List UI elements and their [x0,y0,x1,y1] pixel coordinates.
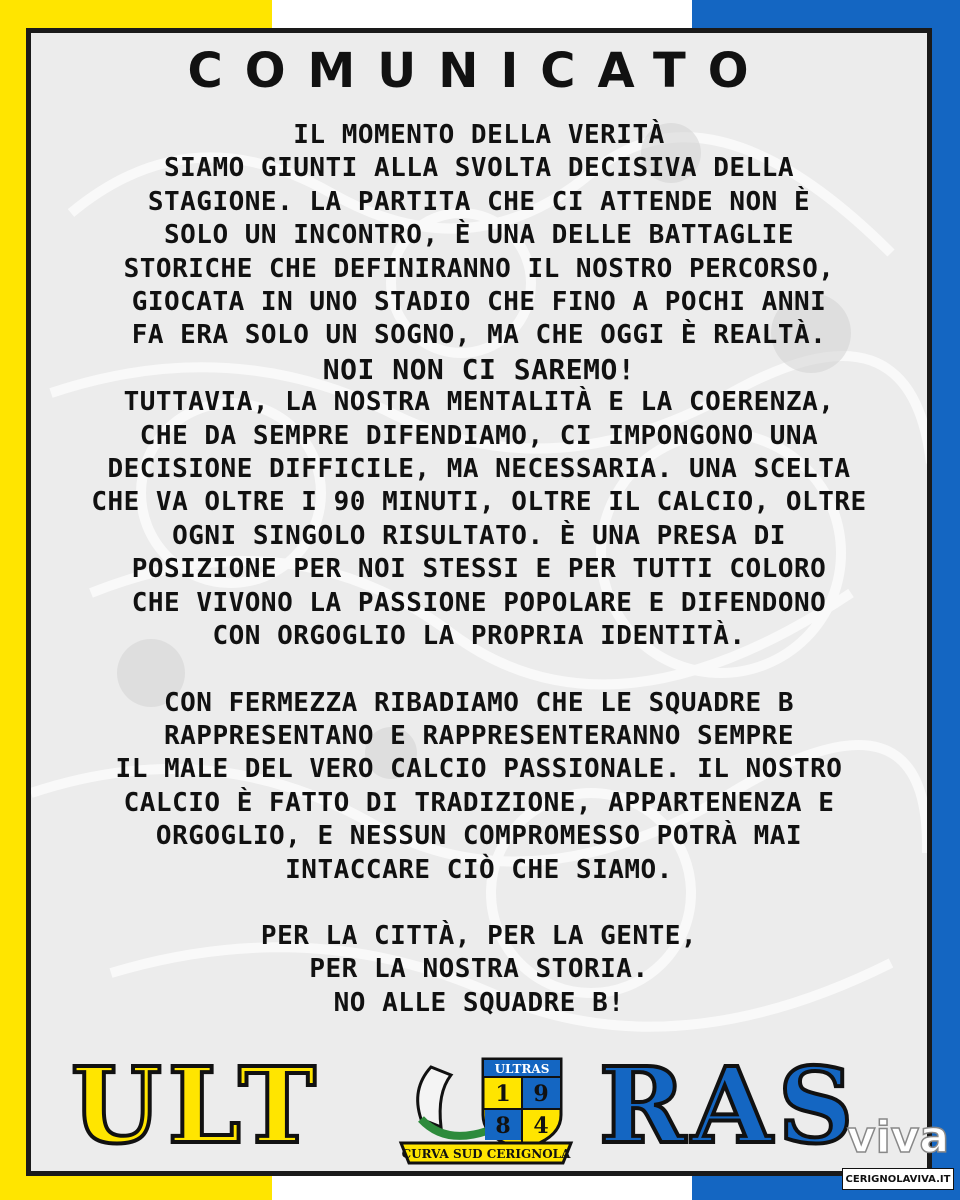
paragraph-gap [31,887,927,920]
text-line: CALCIO È FATTO DI TRADIZIONE, APPARTENENZA E [123,787,835,818]
svg-text:9: 9 [533,1081,549,1107]
communique-poster [26,28,932,1176]
svg-text:viva: viva [846,1112,950,1163]
text-line: POSIZIONE PER NOI STESSI E PER TUTTI COLORO [131,554,827,585]
text-line: CON ORGOGLIO LA PROPRIA IDENTITÀ. [212,621,746,652]
text-line: STAGIONE. LA PARTITA CHE CI ATTENDE NON È [147,186,811,217]
svg-text:8: 8 [495,1113,511,1139]
text-line: CHE VA OLTRE I 90 MINUTI, OLTRE IL CALCIO, OLTRE [91,487,867,518]
text-line: RAPPRESENTANO E RAPPRESENTERANNO SEMPRE [164,720,794,751]
text-line: IL MOMENTO DELLA VERITÀ [293,120,665,150]
text-line: PER LA CITTÀ, PER LA GENTE, [260,920,698,951]
svg-text:1: 1 [495,1081,511,1107]
text-line: CON FERMEZZA RIBADIAMO CHE LE SQUADRE B [164,687,794,718]
text-line: CHE DA SEMPRE DIFENDIAMO, CI IMPONGONO UNA [139,420,819,451]
svg-text:4: 4 [533,1113,549,1139]
text-line: NO ALLE SQUADRE B! [333,987,625,1018]
text-line: STORICHE CHE DEFINIRANNO IL NOSTRO PERCORSO, [123,253,835,284]
paragraph-gap [31,654,927,687]
text-line: FA ERA SOLO UN SOGNO, MA CHE OGGI È REALTÀ. [131,320,827,351]
site-url-label: CERIGNOLAVIVA.IT [842,1168,954,1190]
text-line: SIAMO GIUNTI ALLA SVOLTA DECISIVA DELLA [164,153,794,184]
text-line: CHE VIVONO LA PASSIONE POPOLARE E DIFENDONO [131,587,827,618]
ultras-logo [31,1045,927,1165]
body-text [31,119,927,1020]
text-line: PER LA NOSTRA STORIA. [309,954,649,985]
text-line: NOI NON CI SAREMO! [322,352,636,386]
curva-sud-crest-icon [391,1049,581,1165]
text-line: GIOCATA IN UNO STADIO CHE FINO A POCHI ANNI [131,287,827,318]
text-line: ORGOGLIO, E NESSUN COMPROMESSO POTRÀ MAI [155,821,803,852]
text-line: OGNI SINGOLO RISULTATO. È UNA PRESA DI [172,520,786,551]
text-line: TUTTAVIA, LA NOSTRA MENTALITÀ E LA COERENZA, [123,387,835,418]
text-line: INTACCARE CIÒ CHE SIAMO. [285,854,673,885]
svg-text:ULTRAS: ULTRAS [494,1062,550,1076]
page-title: COMUNICATO [187,43,771,99]
text-line: SOLO UN INCONTRO, È UNA DELLE BATTAGLIE [164,220,794,251]
svg-text:CURVA SUD CERIGNOLA: CURVA SUD CERIGNOLA [401,1147,571,1161]
ultras-left-word: ULT [71,1044,322,1167]
text-line: DECISIONE DIFFICILE, MA NECESSARIA. UNA SCELTA [107,454,851,485]
text-line: IL MALE DEL VERO CALCIO PASSIONALE. IL NOSTRO [115,754,843,785]
ultras-right-word: RAS [599,1044,860,1167]
